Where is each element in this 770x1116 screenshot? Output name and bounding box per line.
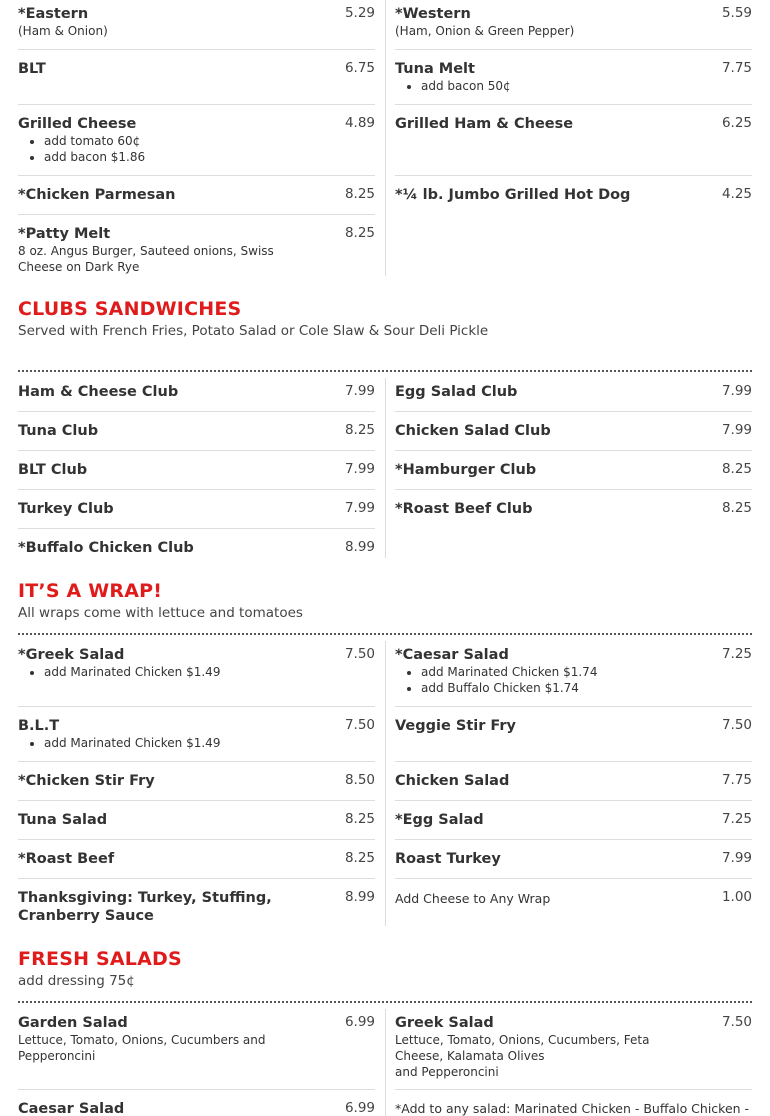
item-price: 1.00 (721, 889, 752, 905)
menu-item[interactable] (18, 1095, 375, 1116)
menu-item[interactable] (395, 806, 752, 840)
menu-item[interactable] (18, 378, 375, 412)
menu-item[interactable] (395, 55, 752, 105)
item-price: 6.99 (344, 1100, 375, 1116)
menu-item[interactable] (395, 712, 752, 762)
section-title-wraps: IT’S A WRAP! (18, 580, 163, 602)
item-price: 7.50 (721, 1014, 752, 1030)
menu-item[interactable] (395, 495, 752, 529)
add-to-salad-note: *Add to any salad: Marinated Chicken - Buffalo Chicken - (395, 1101, 750, 1116)
row-divider (18, 450, 375, 451)
menu-item[interactable] (395, 181, 752, 215)
menu-item[interactable] (18, 495, 375, 529)
menu-item[interactable] (395, 845, 752, 879)
row-divider (395, 1089, 752, 1090)
row-divider (18, 706, 375, 707)
row-divider (18, 489, 375, 490)
menu-item[interactable] (18, 884, 375, 926)
item-price: 8.99 (344, 889, 375, 905)
item-price: 7.99 (344, 500, 375, 516)
row-divider (395, 761, 752, 762)
item-name: *¼ lb. Jumbo Grilled Hot Dog (395, 187, 631, 203)
row-divider (395, 450, 752, 451)
row-divider (18, 800, 375, 801)
item-price: 7.99 (721, 383, 752, 399)
item-name: Chicken Salad Club (395, 423, 551, 439)
add-on-list (421, 78, 511, 94)
item-price: 6.99 (344, 1014, 375, 1030)
row-divider (18, 839, 375, 840)
item-price: 4.25 (721, 186, 752, 202)
row-divider (395, 839, 752, 840)
item-name: Roast Turkey (395, 851, 501, 867)
item-price: 7.25 (721, 646, 752, 662)
menu-item[interactable] (395, 884, 752, 926)
hot-sandwiches-grid (18, 0, 752, 276)
row-divider (395, 800, 752, 801)
item-price: 8.25 (721, 461, 752, 477)
item-price: 8.25 (721, 500, 752, 516)
item-price: 7.50 (721, 717, 752, 733)
menu-item[interactable] (18, 220, 375, 276)
column-divider (385, 641, 386, 926)
item-name: *Greek Salad (18, 647, 125, 663)
add-on-list (44, 133, 145, 165)
row-divider (395, 411, 752, 412)
clubs-grid (18, 378, 752, 558)
item-price: 8.99 (344, 539, 375, 555)
section-title-clubs: CLUBS SANDWICHES (18, 298, 242, 320)
item-price: 5.29 (344, 5, 375, 21)
section-subtitle-wraps: All wraps come with lettuce and tomatoes (18, 605, 303, 621)
item-name: BLT Club (18, 462, 88, 478)
item-name: Tuna Salad (18, 812, 108, 828)
row-divider (18, 1089, 375, 1090)
salads-grid (18, 1009, 752, 1116)
item-name: Thanksgiving: Turkey, Stuffing, Cranberry Sauce (18, 890, 272, 924)
item-name: *Egg Salad (395, 812, 484, 828)
add-on-item: • add Marinated Chicken $1.74 (421, 664, 597, 680)
menu-item[interactable] (18, 712, 375, 762)
section-dotted-divider (18, 370, 752, 372)
menu-item[interactable] (18, 806, 375, 840)
menu-item[interactable] (395, 1009, 752, 1090)
add-on-item: • add Marinated Chicken $1.49 (44, 664, 220, 680)
row-divider (18, 528, 375, 529)
section-subtitle-salads: add dressing 75¢ (18, 973, 135, 989)
description-line: Lettuce, Tomato, Onions, Cucumbers, Feta (395, 1033, 650, 1047)
add-on-list (421, 664, 597, 696)
menu-item[interactable] (18, 181, 375, 215)
menu-item[interactable] (395, 767, 752, 801)
row-divider (395, 49, 752, 50)
item-name: Tuna Melt (395, 61, 475, 77)
item-name: *Caesar Salad (395, 647, 509, 663)
row-divider (18, 411, 375, 412)
item-name: *Eastern (18, 6, 89, 22)
menu-item[interactable] (18, 417, 375, 451)
row-divider (18, 49, 375, 50)
menu-item[interactable] (18, 767, 375, 801)
menu-item[interactable] (18, 845, 375, 879)
item-name: *Patty Melt (18, 226, 111, 242)
item-name: *Buffalo Chicken Club (18, 540, 194, 556)
row-divider (18, 761, 375, 762)
row-divider (395, 104, 752, 105)
wraps-grid (18, 641, 752, 926)
row-divider (18, 214, 375, 215)
item-price: 7.50 (344, 646, 375, 662)
item-price: 8.25 (344, 186, 375, 202)
menu-item[interactable] (18, 55, 375, 105)
menu-item[interactable] (395, 378, 752, 412)
item-price: 8.25 (344, 422, 375, 438)
item-price: 6.25 (721, 115, 752, 131)
item-price: 7.75 (721, 60, 752, 76)
item-name: Chicken Salad (395, 773, 510, 789)
item-description (395, 1032, 695, 1080)
item-price: 7.25 (721, 811, 752, 827)
add-on-item: • add Buffalo Chicken $1.74 (421, 680, 597, 696)
item-name: Garden Salad (18, 1015, 128, 1031)
description-line: and Pepperoncini (395, 1065, 499, 1079)
item-price: 7.75 (721, 772, 752, 788)
item-description: (Ham, Onion & Green Pepper) (395, 24, 575, 38)
row-divider (395, 706, 752, 707)
item-price: 7.99 (721, 422, 752, 438)
add-on-list (44, 735, 220, 751)
menu-item[interactable] (395, 110, 752, 176)
item-name: *Chicken Parmesan (18, 187, 176, 203)
section-title-salads: FRESH SALADS (18, 948, 182, 970)
row-divider (18, 175, 375, 176)
item-name: Ham & Cheese Club (18, 384, 179, 400)
menu-item[interactable] (18, 1009, 375, 1090)
menu-item[interactable] (18, 641, 375, 707)
row-divider (18, 104, 375, 105)
column-divider (385, 1009, 386, 1116)
item-name: *Chicken Stir Fry (18, 773, 155, 789)
item-name: Veggie Stir Fry (395, 718, 516, 734)
item-price: 6.75 (344, 60, 375, 76)
salad-add-note (395, 1095, 752, 1116)
add-on-item: • add tomato 60¢ (44, 133, 145, 149)
description-line: Cheese, Kalamata Olives (395, 1049, 545, 1063)
row-divider (395, 489, 752, 490)
item-name: Greek Salad (395, 1015, 494, 1031)
item-name: BLT (18, 61, 46, 77)
menu-item[interactable] (18, 0, 375, 50)
column-divider (385, 0, 386, 276)
item-price: 7.99 (344, 383, 375, 399)
menu-item[interactable] (395, 0, 752, 50)
item-name: Turkey Club (18, 501, 114, 517)
section-dotted-divider (18, 1001, 752, 1003)
menu-item[interactable] (18, 456, 375, 490)
row-divider (18, 878, 375, 879)
item-name: *Roast Beef (18, 851, 115, 867)
item-price: 8.25 (344, 811, 375, 827)
item-name: *Hamburger Club (395, 462, 537, 478)
item-name: Tuna Club (18, 423, 99, 439)
row-divider (395, 175, 752, 176)
add-on-item: • add bacon 50¢ (421, 78, 511, 94)
item-description: 8 oz. Angus Burger, Sauteed onions, Swiss Cheese on Dark Rye (18, 244, 274, 274)
item-name: *Roast Beef Club (395, 501, 533, 517)
item-price: 4.89 (344, 115, 375, 131)
add-on-item: • add bacon $1.86 (44, 149, 145, 165)
item-name: Grilled Cheese (18, 116, 137, 132)
item-name: Grilled Ham & Cheese (395, 116, 574, 132)
menu-item[interactable] (395, 641, 752, 707)
menu-item[interactable] (395, 417, 752, 451)
add-on-list (44, 664, 220, 680)
item-price: 7.99 (721, 850, 752, 866)
item-description: Lettuce, Tomato, Onions, Cucumbers and Pepperoncini (18, 1033, 266, 1063)
item-price: 7.50 (344, 717, 375, 733)
item-name: B.L.T (18, 718, 60, 734)
menu-item[interactable] (18, 110, 375, 176)
item-description: (Ham & Onion) (18, 24, 108, 38)
item-price: 8.25 (344, 850, 375, 866)
menu-item[interactable] (395, 456, 752, 490)
item-price: 7.99 (344, 461, 375, 477)
column-divider (385, 378, 386, 558)
item-price: 8.25 (344, 225, 375, 241)
section-dotted-divider (18, 633, 752, 635)
section-subtitle-clubs: Served with French Fries, Potato Salad or Cole Slaw & Sour Deli Pickle (18, 323, 489, 339)
item-name: *Western (395, 6, 471, 22)
add-on-item: • add Marinated Chicken $1.49 (44, 735, 220, 751)
item-name: Caesar Salad (18, 1101, 125, 1116)
row-divider (395, 878, 752, 879)
item-price: 5.59 (721, 5, 752, 21)
menu-item[interactable] (18, 534, 375, 558)
item-name: Egg Salad Club (395, 384, 518, 400)
item-name: Add Cheese to Any Wrap (395, 891, 551, 906)
item-price: 8.50 (344, 772, 375, 788)
